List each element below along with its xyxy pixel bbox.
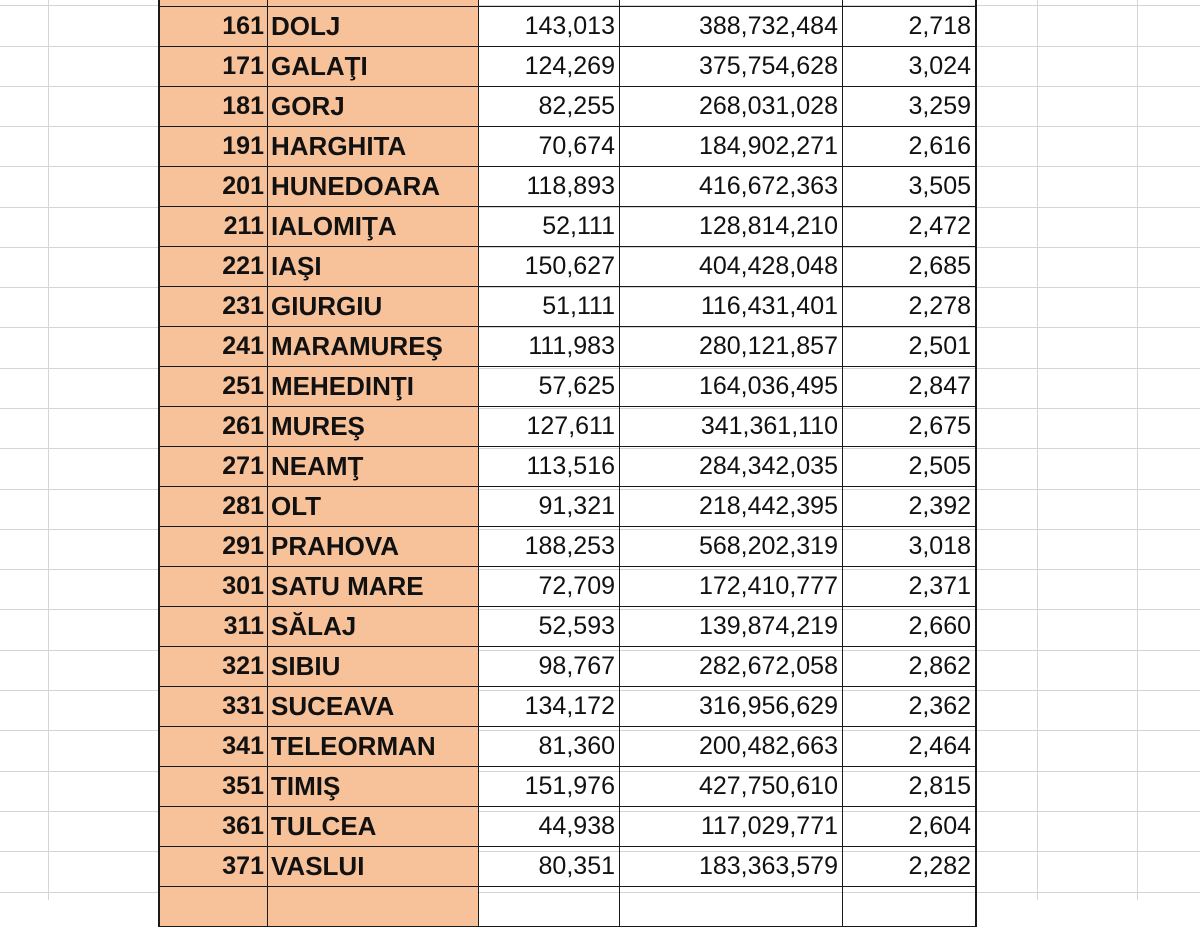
- cell-county[interactable]: OLT: [268, 487, 479, 527]
- table-row: [159, 447, 976, 487]
- cell-county[interactable]: TELEORMAN: [268, 727, 479, 767]
- cell-value-b[interactable]: 268,031,028: [620, 87, 843, 127]
- cell-county[interactable]: DOLJ: [268, 7, 479, 47]
- cell-value-b[interactable]: 139,874,219: [620, 607, 843, 647]
- table-row: [159, 87, 976, 127]
- cell-county[interactable]: GORJ: [268, 87, 479, 127]
- cell-county[interactable]: SĂLAJ: [268, 607, 479, 647]
- table-row: [159, 327, 976, 367]
- table-row: [159, 47, 976, 87]
- cell-value-b[interactable]: 117,029,771: [620, 807, 843, 847]
- cell-value-b[interactable]: 116,431,401: [620, 287, 843, 327]
- cell-value-c[interactable]: 2,660: [843, 607, 977, 647]
- cell-value-c[interactable]: 2,371: [843, 567, 977, 607]
- cell-value-b[interactable]: 218,442,395: [620, 487, 843, 527]
- cell-value-b[interactable]: 284,342,035: [620, 447, 843, 487]
- cell-value-a[interactable]: 52,593: [479, 607, 620, 647]
- cell-value-b[interactable]: 172,410,777: [620, 567, 843, 607]
- cell-county[interactable]: HARGHITA: [268, 127, 479, 167]
- cell-county[interactable]: SUCEAVA: [268, 687, 479, 727]
- table-row: [159, 607, 976, 647]
- table-row: [159, 727, 976, 767]
- table-row: [159, 687, 976, 727]
- cell-value-c[interactable]: 2,675: [843, 407, 977, 447]
- cell-county[interactable]: IAŞI: [268, 247, 479, 287]
- table-row: [159, 367, 976, 407]
- cell-value-a[interactable]: 143,013: [479, 7, 620, 47]
- county-data-table: [158, 0, 977, 927]
- cell-value-a[interactable]: 127,611: [479, 407, 620, 447]
- cell-value-c[interactable]: 2,501: [843, 327, 977, 367]
- cell-code[interactable]: 221: [159, 247, 268, 287]
- cell-value-c[interactable]: 2,604: [843, 807, 977, 847]
- cell-code[interactable]: 161: [159, 7, 268, 47]
- cell-value-a[interactable]: 80,351: [479, 847, 620, 887]
- column-gridline: [48, 0, 49, 900]
- cell-value-c[interactable]: 2,505: [843, 447, 977, 487]
- table-row: [159, 247, 976, 287]
- cell-value-a[interactable]: 150,627: [479, 247, 620, 287]
- cell-code[interactable]: 171: [159, 47, 268, 87]
- cell-value-b[interactable]: [620, 887, 843, 927]
- cell-code[interactable]: 371: [159, 847, 268, 887]
- cell-value-c[interactable]: 2,472: [843, 207, 977, 247]
- cell-value-b[interactable]: 316,956,629: [620, 687, 843, 727]
- table-row: [159, 287, 976, 327]
- cell-value-c[interactable]: 2,278: [843, 287, 977, 327]
- cell-value-b[interactable]: 375,754,628: [620, 47, 843, 87]
- table-row: [159, 7, 976, 47]
- cell-value-a[interactable]: [479, 887, 620, 927]
- cell-value-c[interactable]: [843, 887, 977, 927]
- cell-value-a[interactable]: 188,253: [479, 527, 620, 567]
- cell-value-c[interactable]: 2,847: [843, 367, 977, 407]
- cell-value-a[interactable]: 82,255: [479, 87, 620, 127]
- cell-value-a[interactable]: 113,516: [479, 447, 620, 487]
- table-row: [159, 167, 976, 207]
- cell-value-a[interactable]: 52,111: [479, 207, 620, 247]
- cell-code[interactable]: 211: [159, 207, 268, 247]
- cell-county[interactable]: VASLUI: [268, 847, 479, 887]
- cell-value-a[interactable]: 51,111: [479, 287, 620, 327]
- table-row: [159, 527, 976, 567]
- cell-value-c[interactable]: 2,862: [843, 647, 977, 687]
- cell-value-c[interactable]: 3,024: [843, 47, 977, 87]
- table-row: [159, 567, 976, 607]
- cell-value-b[interactable]: 128,814,210: [620, 207, 843, 247]
- cell-value-a[interactable]: 57,625: [479, 367, 620, 407]
- cell-value-c[interactable]: 2,282: [843, 847, 977, 887]
- cell-county[interactable]: MEHEDINŢI: [268, 367, 479, 407]
- cell-value-b[interactable]: 183,363,579: [620, 847, 843, 887]
- cell-code[interactable]: 291: [159, 527, 268, 567]
- cell-value-a[interactable]: 134,172: [479, 687, 620, 727]
- cell-value-c[interactable]: 2,815: [843, 767, 977, 807]
- cell-value-b[interactable]: 280,121,857: [620, 327, 843, 367]
- cell-county[interactable]: MUREŞ: [268, 407, 479, 447]
- cell-code[interactable]: 231: [159, 287, 268, 327]
- cell-value-b[interactable]: 568,202,319: [620, 527, 843, 567]
- cell-value-c[interactable]: 3,505: [843, 167, 977, 207]
- cell-value-c[interactable]: 2,362: [843, 687, 977, 727]
- cell-county[interactable]: GALAŢI: [268, 47, 479, 87]
- cell-value-b[interactable]: 282,672,058: [620, 647, 843, 687]
- cell-code[interactable]: 321: [159, 647, 268, 687]
- cell-value-b[interactable]: 404,428,048: [620, 247, 843, 287]
- column-gridline: [1137, 0, 1138, 900]
- cell-value-b[interactable]: 164,036,495: [620, 367, 843, 407]
- cell-code[interactable]: 281: [159, 487, 268, 527]
- cell-value-b[interactable]: 341,361,110: [620, 407, 843, 447]
- cell-value-c[interactable]: 3,018: [843, 527, 977, 567]
- cell-county[interactable]: NEAMŢ: [268, 447, 479, 487]
- cell-code[interactable]: 301: [159, 567, 268, 607]
- cell-value-a[interactable]: 118,893: [479, 167, 620, 207]
- cell-value-a[interactable]: 70,674: [479, 127, 620, 167]
- table-row: [159, 807, 976, 847]
- table-row: [159, 127, 976, 167]
- cell-value-a[interactable]: 72,709: [479, 567, 620, 607]
- cell-county[interactable]: MARAMUREŞ: [268, 327, 479, 367]
- cell-value-b[interactable]: 416,672,363: [620, 167, 843, 207]
- cell-code[interactable]: 361: [159, 807, 268, 847]
- cell-value-c[interactable]: 3,259: [843, 87, 977, 127]
- cell-county[interactable]: TIMIŞ: [268, 767, 479, 807]
- cell-value-b[interactable]: 184,902,271: [620, 127, 843, 167]
- cell-value-b[interactable]: 427,750,610: [620, 767, 843, 807]
- cell-value-c[interactable]: 2,392: [843, 487, 977, 527]
- cell-value-a[interactable]: 111,983: [479, 327, 620, 367]
- table-row: [159, 767, 976, 807]
- cell-code[interactable]: 241: [159, 327, 268, 367]
- cell-value-a[interactable]: 98,767: [479, 647, 620, 687]
- cell-value-a[interactable]: 151,976: [479, 767, 620, 807]
- cell-county[interactable]: SATU MARE: [268, 567, 479, 607]
- cell-county[interactable]: PRAHOVA: [268, 527, 479, 567]
- table-row: [159, 207, 976, 247]
- cell-value-b[interactable]: 200,482,663: [620, 727, 843, 767]
- cell-code[interactable]: 341: [159, 727, 268, 767]
- cell-code[interactable]: 201: [159, 167, 268, 207]
- cell-value-c[interactable]: 2,718: [843, 7, 977, 47]
- cell-county[interactable]: TULCEA: [268, 807, 479, 847]
- column-gridline: [1037, 0, 1038, 900]
- table-row: [159, 407, 976, 447]
- cell-value-a[interactable]: 124,269: [479, 47, 620, 87]
- table-row: [159, 647, 976, 687]
- cell-code[interactable]: 191: [159, 127, 268, 167]
- table-row: [159, 847, 976, 887]
- cell-value-c[interactable]: 2,685: [843, 247, 977, 287]
- cell-county[interactable]: IALOMIŢA: [268, 207, 479, 247]
- cell-code[interactable]: 251: [159, 367, 268, 407]
- cell-county[interactable]: HUNEDOARA: [268, 167, 479, 207]
- cell-code[interactable]: 311: [159, 607, 268, 647]
- cell-value-a[interactable]: 81,360: [479, 727, 620, 767]
- cell-code[interactable]: 261: [159, 407, 268, 447]
- cell-value-a[interactable]: 44,938: [479, 807, 620, 847]
- cell-county[interactable]: SIBIU: [268, 647, 479, 687]
- cell-code[interactable]: 351: [159, 767, 268, 807]
- table-row-partial-bottom: [159, 887, 976, 927]
- cell-code[interactable]: [159, 887, 268, 927]
- cell-value-b[interactable]: 388,732,484: [620, 7, 843, 47]
- cell-value-a[interactable]: 91,321: [479, 487, 620, 527]
- cell-code[interactable]: 271: [159, 447, 268, 487]
- cell-value-c[interactable]: 2,616: [843, 127, 977, 167]
- cell-code[interactable]: 331: [159, 687, 268, 727]
- cell-county[interactable]: [268, 887, 479, 927]
- table-row: [159, 487, 976, 527]
- cell-value-c[interactable]: 2,464: [843, 727, 977, 767]
- cell-code[interactable]: 181: [159, 87, 268, 127]
- cell-county[interactable]: GIURGIU: [268, 287, 479, 327]
